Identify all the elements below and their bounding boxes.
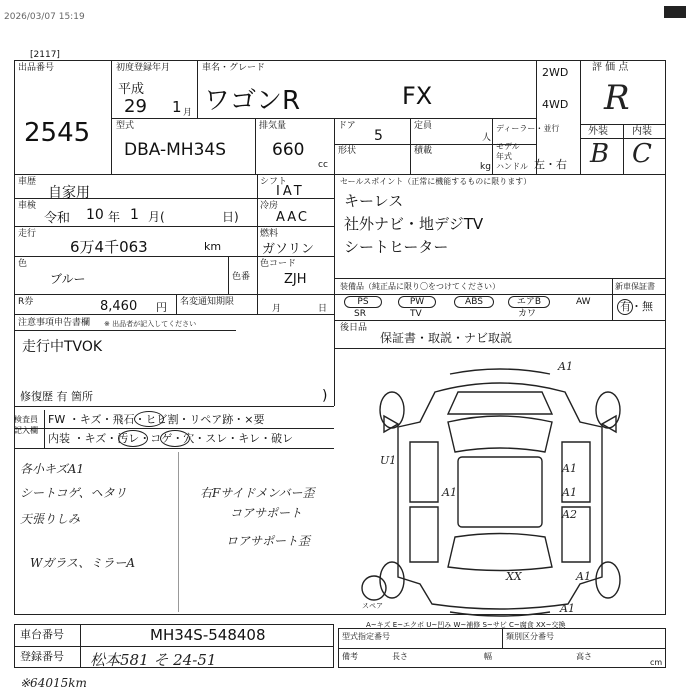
int-grade: C bbox=[632, 139, 652, 169]
lot-label: 出品番号 bbox=[18, 63, 55, 73]
ac-label: 冷房 bbox=[260, 201, 279, 211]
notice-day: 日 bbox=[318, 304, 328, 314]
ac-value: AAC bbox=[276, 210, 309, 225]
warranty-circle bbox=[617, 299, 633, 315]
hw-right-2: コアサポート bbox=[230, 506, 303, 520]
inspection-year-unit: 年 bbox=[108, 210, 121, 224]
notice-month: 月 bbox=[272, 304, 282, 314]
repair-bracket: ) bbox=[322, 388, 328, 404]
circle-koge bbox=[160, 430, 190, 447]
inspection-month: 1 bbox=[130, 207, 139, 223]
notes-text: 走行中TVOK bbox=[22, 339, 103, 355]
handle-value: 左・右 bbox=[534, 158, 567, 171]
shift-value: IAT bbox=[276, 184, 305, 199]
recycle-label: R券 bbox=[18, 297, 34, 307]
selling-points-label: セールスポイント（正常に機能するものに限ります） bbox=[340, 177, 532, 186]
ext-label: 外装 bbox=[588, 126, 608, 137]
mark-left-door: A1 bbox=[442, 486, 457, 499]
inspection-month-unit: 月( bbox=[148, 210, 165, 224]
inspector-row1: FW ・キズ・飛石・ヒビ割・リペア跡・×要 bbox=[48, 413, 265, 426]
shift-label: シフト bbox=[260, 177, 288, 187]
color-code: ZJH bbox=[284, 272, 307, 287]
mark-rear-right: A1 bbox=[576, 570, 591, 583]
inspector-row2: 内装 ・キズ・汚レ・コゲ・穴・スレ・キレ・破レ bbox=[48, 432, 294, 445]
equip-airbag: エアB bbox=[508, 296, 550, 308]
first-reg-era: 平成 bbox=[118, 82, 145, 97]
notice-label: 名変通知期限 bbox=[180, 297, 235, 307]
model-cert-label: 型式指定番号 bbox=[342, 632, 390, 641]
inspector-label: 検査員 記入欄 bbox=[14, 415, 38, 435]
recycle-value: 8,460 bbox=[100, 299, 138, 314]
notes-label: 注意事項申告書欄 bbox=[18, 318, 91, 328]
equip-pw: PW bbox=[398, 296, 436, 308]
damage-diagram bbox=[340, 352, 664, 620]
cm-unit: cm bbox=[650, 658, 663, 667]
notes-sub: ※ 出品者が記入してください bbox=[104, 320, 197, 328]
hw-left-2: シートコゲ、ヘタリ bbox=[20, 486, 127, 500]
selling-point-3: シートヒーター bbox=[344, 238, 449, 256]
fuel-value: ガソリン bbox=[262, 242, 315, 257]
capacity-label: 定員 bbox=[414, 121, 433, 131]
model-value: DBA-MH34S bbox=[124, 140, 227, 160]
dealer-label: ディーラー・並行 bbox=[496, 124, 560, 133]
inspection-era: 令和 bbox=[44, 211, 71, 226]
class-label: 類別区分番号 bbox=[506, 632, 554, 641]
hw-left-4: Wガラス、ミラーA bbox=[30, 556, 136, 570]
lot-number: 2545 bbox=[24, 118, 91, 148]
selling-point-2: 社外ナビ・地デジTV bbox=[344, 215, 484, 233]
hw-left-1: 各小キズA1 bbox=[20, 462, 85, 476]
equip-aw: AW bbox=[576, 297, 591, 307]
model-label: 型式 bbox=[116, 121, 135, 131]
corner-mark bbox=[664, 6, 686, 18]
legend: A~キズ E~エクボ U~凹み W~補修 S~サビ C~腐食 XX~交換 bbox=[366, 621, 566, 629]
hw-right-1: 右Fサイドメンバー歪 bbox=[200, 486, 315, 500]
first-reg-label: 初度登録年月 bbox=[116, 63, 171, 73]
spare-label: スペア bbox=[362, 602, 383, 610]
first-reg-year: 29 bbox=[124, 96, 147, 117]
inspection-label: 車検 bbox=[18, 201, 37, 211]
mark-right-door: A1 bbox=[562, 486, 577, 499]
ext-grade: B bbox=[590, 139, 610, 169]
fuel-label: 燃料 bbox=[260, 229, 279, 239]
equip-leather: カワ bbox=[518, 309, 537, 319]
equip-tv: TV bbox=[410, 309, 422, 319]
color-code-label: 色コード bbox=[260, 259, 297, 269]
shape-label: 形状 bbox=[338, 146, 357, 156]
mileage-value: 6万4千063 bbox=[70, 238, 148, 256]
hw-right-3: ロアサポート歪 bbox=[226, 534, 311, 548]
inspection-day-unit: 日) bbox=[222, 210, 239, 224]
displacement-label: 排気量 bbox=[259, 121, 287, 131]
remarks-label: 備考 bbox=[342, 652, 358, 661]
equip-ps: PS bbox=[344, 296, 382, 308]
first-reg-month-unit: 月 bbox=[183, 108, 193, 118]
history-label: 車歴 bbox=[18, 177, 37, 187]
mark-rear-bumper: A1 bbox=[560, 602, 575, 615]
displacement-value: 660 bbox=[272, 140, 305, 160]
int-label: 内装 bbox=[632, 126, 652, 137]
load-unit: kg bbox=[480, 162, 491, 172]
history-value: 自家用 bbox=[48, 185, 90, 201]
mark-left: U1 bbox=[380, 454, 397, 467]
recycle-unit: 円 bbox=[156, 301, 167, 314]
mark-right-rear-door: A2 bbox=[562, 508, 577, 521]
attachments-text: 保証書・取説・ナビ取説 bbox=[380, 331, 513, 345]
circle-hiseki bbox=[134, 411, 164, 427]
equipment-label: 装備品（純正品に限り〇をつけてください） bbox=[340, 282, 500, 291]
selling-point-1: キーレス bbox=[344, 192, 404, 210]
handle-label: ハンドル bbox=[496, 162, 528, 171]
doors-value: 5 bbox=[374, 128, 383, 144]
length-label: 長さ bbox=[392, 652, 408, 661]
registration-label: 登録番号 bbox=[20, 650, 64, 663]
rating-label: 評 価 点 bbox=[592, 62, 629, 73]
sheet-code: [2117] bbox=[30, 50, 60, 60]
footer-note: ※64015km bbox=[20, 676, 87, 690]
car-grade: FX bbox=[402, 82, 433, 110]
inspection-year: 10 bbox=[86, 207, 104, 223]
equip-sr: SR bbox=[354, 309, 366, 319]
equip-abs: ABS bbox=[454, 296, 494, 308]
mileage-unit: km bbox=[204, 240, 222, 253]
rating-score: R bbox=[604, 78, 630, 118]
color-no-label: 色番 bbox=[232, 272, 251, 282]
mileage-label: 走行 bbox=[18, 229, 37, 239]
circle-yogore bbox=[118, 430, 148, 447]
attachments-label: 後日品 bbox=[340, 323, 368, 333]
repair-history: 修復歴 有 箇所 bbox=[20, 390, 93, 403]
color-label: 色 bbox=[18, 259, 28, 269]
color-value: ブルー bbox=[50, 272, 86, 286]
doors-label: ドア bbox=[338, 121, 356, 131]
mark-right-fender: A1 bbox=[562, 462, 577, 475]
car-name: ワゴンR bbox=[204, 86, 301, 116]
warranty-label: 新車保証書 bbox=[615, 282, 655, 291]
load-label: 積載 bbox=[414, 146, 433, 156]
width-label: 幅 bbox=[484, 652, 492, 661]
warranty-value: 有・無 bbox=[620, 300, 653, 313]
mark-front-right: A1 bbox=[558, 360, 573, 373]
registration-value: 松本581 そ 24-51 bbox=[90, 651, 217, 669]
car-label: 車名・グレード bbox=[202, 63, 266, 73]
drive-4wd: 4WD bbox=[542, 98, 569, 111]
chassis-value: MH34S-548408 bbox=[150, 626, 266, 644]
first-reg-month: 1 bbox=[172, 98, 182, 116]
capacity-unit: 人 bbox=[482, 133, 492, 143]
timestamp: 2026/03/07 15:19 bbox=[4, 12, 85, 22]
mark-rear-glass: XX bbox=[506, 570, 522, 583]
drive-2wd: 2WD bbox=[542, 66, 569, 79]
displacement-unit: cc bbox=[318, 160, 328, 170]
hw-left-3: 天張りしみ bbox=[20, 512, 81, 526]
height-label: 高さ bbox=[576, 652, 592, 661]
model-year-label: モデル 年式 bbox=[496, 142, 520, 161]
chassis-label: 車台番号 bbox=[20, 628, 64, 641]
